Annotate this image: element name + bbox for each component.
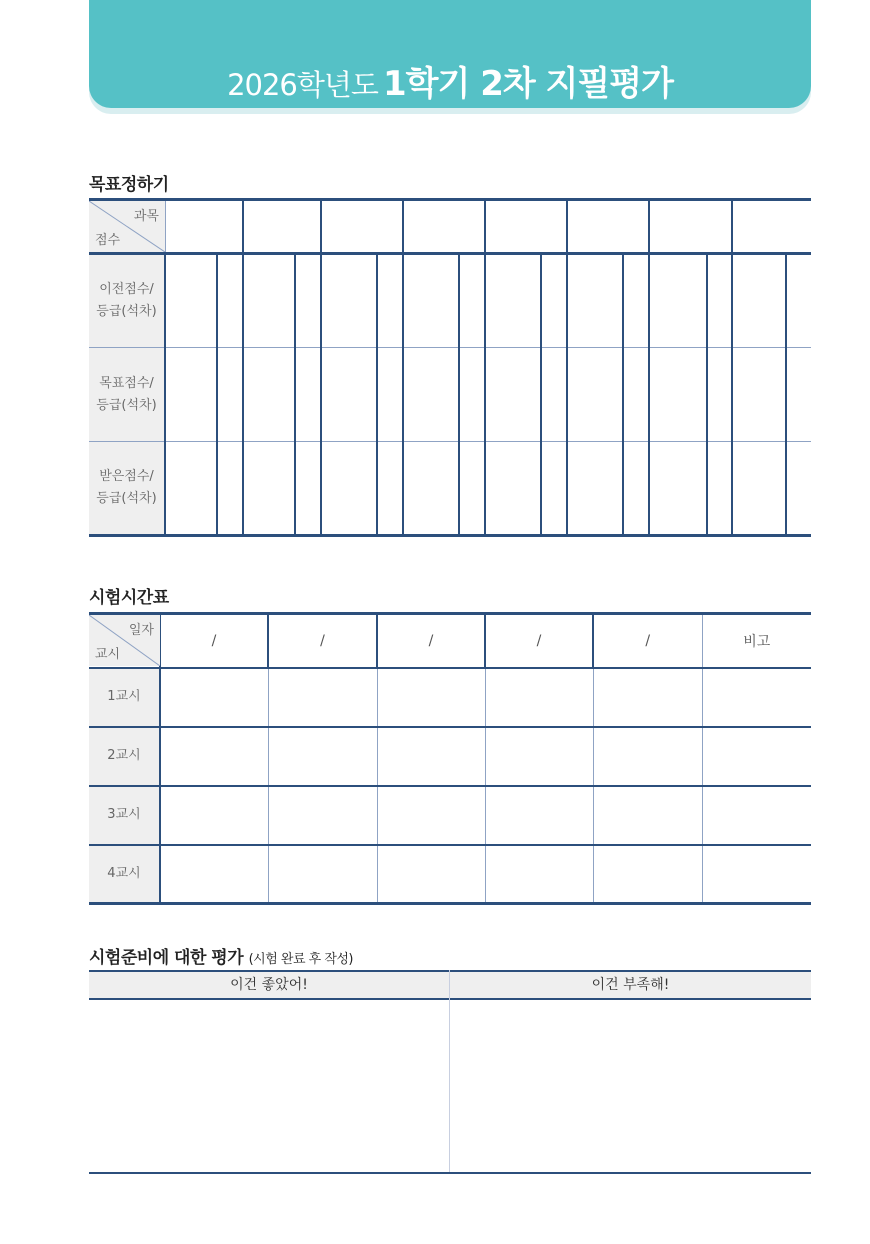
- date-header-cell[interactable]: /: [485, 614, 593, 668]
- schedule-header-row: [89, 614, 811, 668]
- period-row: [89, 668, 811, 727]
- period-row: [89, 845, 811, 904]
- schedule-cell[interactable]: [702, 845, 811, 904]
- grade-cell[interactable]: [623, 348, 649, 442]
- label-line-2: 등급(석차): [96, 491, 157, 506]
- schedule-cell[interactable]: [593, 786, 702, 845]
- grade-cell[interactable]: [295, 254, 321, 348]
- score-cell[interactable]: [321, 348, 377, 442]
- score-cell[interactable]: [321, 442, 377, 536]
- schedule-cell[interactable]: [593, 668, 702, 727]
- score-cell[interactable]: [732, 254, 786, 348]
- schedule-table: [89, 612, 811, 905]
- label-line-1: 목표점수/: [99, 375, 154, 391]
- date-header-cell[interactable]: /: [268, 614, 377, 668]
- evaluation-lacking-header: 이건 부족해!: [591, 977, 670, 993]
- period-label: 2교시: [89, 727, 160, 786]
- goals-table: [89, 198, 811, 537]
- schedule-cell[interactable]: [377, 727, 485, 786]
- score-cell[interactable]: [403, 442, 459, 536]
- schedule-cell[interactable]: [702, 786, 811, 845]
- score-cell[interactable]: [243, 348, 295, 442]
- score-cell[interactable]: [403, 254, 459, 348]
- schedule-cell[interactable]: [160, 668, 268, 727]
- schedule-section-title: 시험시간표: [89, 588, 169, 608]
- grade-cell[interactable]: [623, 442, 649, 536]
- grade-cell[interactable]: [541, 442, 567, 536]
- score-cell[interactable]: [243, 442, 295, 536]
- evaluation-good-header: 이건 좋았어!: [230, 977, 308, 993]
- goals-header-row: [89, 200, 811, 254]
- schedule-cell[interactable]: [377, 786, 485, 845]
- schedule-cell[interactable]: [377, 845, 485, 904]
- schedule-cell[interactable]: [485, 727, 593, 786]
- schedule-cell[interactable]: [377, 668, 485, 727]
- schedule-cell[interactable]: [593, 727, 702, 786]
- schedule-cell[interactable]: [268, 668, 377, 727]
- period-row: [89, 786, 811, 845]
- subject-name-cell[interactable]: [243, 200, 321, 254]
- score-cell[interactable]: [732, 348, 786, 442]
- score-cell[interactable]: [649, 442, 707, 536]
- grade-cell[interactable]: [707, 442, 732, 536]
- date-header-cell[interactable]: /: [160, 614, 268, 668]
- year-text: 2026학년도: [227, 68, 378, 102]
- grade-cell[interactable]: [541, 348, 567, 442]
- corner-top-label: 일자: [128, 623, 154, 639]
- subject-name-cell[interactable]: [567, 200, 649, 254]
- grade-cell[interactable]: [217, 442, 243, 536]
- date-header-cell[interactable]: /: [593, 614, 702, 668]
- grade-cell[interactable]: [295, 348, 321, 442]
- goals-row-label: [89, 442, 165, 536]
- date-header-cell[interactable]: /: [377, 614, 485, 668]
- schedule-cell[interactable]: [485, 845, 593, 904]
- grade-cell[interactable]: [707, 348, 732, 442]
- schedule-cell[interactable]: [702, 727, 811, 786]
- score-cell[interactable]: [649, 348, 707, 442]
- grade-cell[interactable]: [459, 442, 485, 536]
- schedule-cell[interactable]: [485, 786, 593, 845]
- page-title: [89, 56, 811, 105]
- evaluation-title-sub: (시험 완료 후 작성): [248, 952, 354, 967]
- evaluation-lacking-area[interactable]: [450, 1000, 811, 1172]
- score-cell[interactable]: [243, 254, 295, 348]
- score-cell[interactable]: [165, 254, 217, 348]
- header-banner: [89, 0, 811, 108]
- evaluation-bottom-rule: [89, 1172, 811, 1174]
- subject-name-cell[interactable]: [485, 200, 567, 254]
- period-row: [89, 727, 811, 786]
- goals-corner-cell: [89, 201, 165, 252]
- schedule-cell[interactable]: [268, 727, 377, 786]
- score-cell[interactable]: [403, 348, 459, 442]
- subject-name-cell[interactable]: [403, 200, 485, 254]
- grade-cell[interactable]: [459, 348, 485, 442]
- label-line-2: 등급(석차): [96, 304, 157, 319]
- goals-row-label: [89, 348, 165, 442]
- grade-cell[interactable]: [459, 254, 485, 348]
- score-cell[interactable]: [485, 442, 541, 536]
- schedule-cell[interactable]: [268, 786, 377, 845]
- schedule-cell[interactable]: [160, 845, 268, 904]
- subject-name-cell[interactable]: [732, 200, 811, 254]
- grade-cell[interactable]: [623, 254, 649, 348]
- grade-cell[interactable]: [786, 254, 811, 348]
- schedule-cell[interactable]: [268, 845, 377, 904]
- goals-row: [89, 348, 811, 442]
- schedule-corner-cell: [89, 615, 160, 666]
- score-cell[interactable]: [649, 254, 707, 348]
- goals-row-label: [89, 254, 165, 348]
- grade-cell[interactable]: [377, 254, 403, 348]
- score-cell[interactable]: [485, 348, 541, 442]
- label-line-1: 이전점수/: [99, 282, 154, 297]
- corner-bottom-label: 점수: [95, 233, 121, 248]
- grade-cell[interactable]: [377, 348, 403, 442]
- term-text: 1학기 2차 지필평가: [383, 64, 673, 104]
- period-label: 3교시: [89, 786, 160, 845]
- score-cell[interactable]: [321, 254, 377, 348]
- subject-name-cell[interactable]: [649, 200, 732, 254]
- score-cell[interactable]: [732, 442, 786, 536]
- evaluation-title-main: 시험준비에 대한 평가: [89, 948, 244, 968]
- grade-cell[interactable]: [707, 254, 732, 348]
- schedule-cell[interactable]: [160, 727, 268, 786]
- grade-cell[interactable]: [541, 254, 567, 348]
- grade-cell[interactable]: [377, 442, 403, 536]
- period-label: 1교시: [89, 668, 160, 727]
- score-cell[interactable]: [165, 442, 217, 536]
- schedule-cell[interactable]: [702, 668, 811, 727]
- goals-row: [89, 442, 811, 536]
- corner-bottom-label: 교시: [95, 647, 121, 663]
- schedule-cell[interactable]: [593, 845, 702, 904]
- period-label: 4교시: [89, 845, 160, 904]
- label-line-1: 받은점수/: [99, 469, 154, 484]
- remarks-header: 비고: [702, 614, 811, 668]
- corner-top-label: 과목: [133, 209, 159, 224]
- grade-cell[interactable]: [217, 348, 243, 442]
- schedule-cell[interactable]: [160, 786, 268, 845]
- score-cell[interactable]: [485, 254, 541, 348]
- grade-cell[interactable]: [786, 348, 811, 442]
- score-cell[interactable]: [567, 442, 623, 536]
- label-line-2: 등급(석차): [96, 397, 157, 413]
- goals-row: [89, 254, 811, 348]
- score-cell[interactable]: [567, 348, 623, 442]
- evaluation-header-row: [89, 970, 811, 1000]
- grade-cell[interactable]: [217, 254, 243, 348]
- evaluation-good-area[interactable]: [89, 1000, 449, 1172]
- grade-cell[interactable]: [295, 442, 321, 536]
- score-cell[interactable]: [567, 254, 623, 348]
- subject-name-cell[interactable]: [165, 200, 243, 254]
- goals-section-title: 목표정하기: [89, 175, 169, 195]
- subject-name-cell[interactable]: [321, 200, 403, 254]
- score-cell[interactable]: [165, 348, 217, 442]
- schedule-cell[interactable]: [485, 668, 593, 727]
- evaluation-section-title: [89, 943, 353, 968]
- grade-cell[interactable]: [786, 442, 811, 536]
